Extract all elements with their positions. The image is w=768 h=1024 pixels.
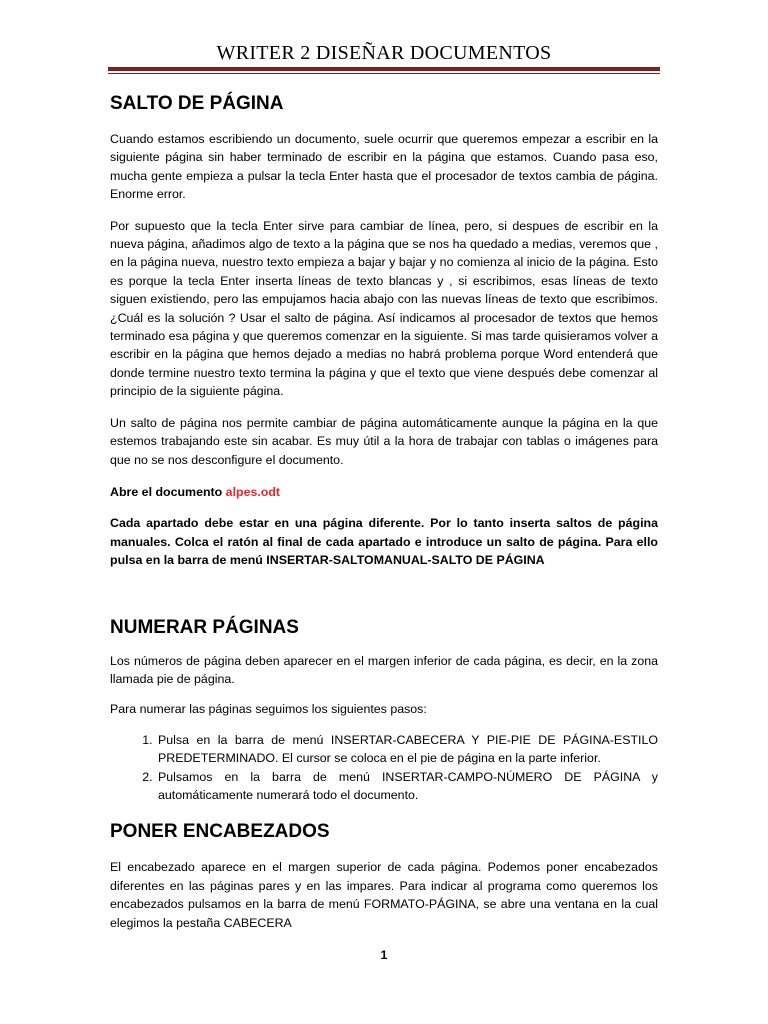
document-body <box>110 90 658 932</box>
numerar-paragraph-2 <box>110 700 658 718</box>
numerar-step-2: 2. Pulsamos en la barra de menú INSERTAR-CAMPO-NÚMERO DE PÁGINA y automáticamente numerará todo el documento. <box>156 768 658 805</box>
salto-paragraph-3 <box>110 414 658 469</box>
salto-p4-text: Cada apartado debe estar en una página diferente. Por lo tanto inserta saltos de página manuales. Colca el ratón al final de cada apartado e introduce un salto de página. Para ello pulsa en la barra de menú INSERTAR-SALTOMANUAL-SALTO DE PÁGINA <box>110 516 658 568</box>
numerar-p1-text: Los números de página deben aparecer en el margen inferior de cada página, es decir, en la zona llamada pie de página. <box>110 653 658 686</box>
numerar-paragraph-1 <box>110 652 658 689</box>
salto-paragraph-1 <box>110 130 658 204</box>
salto-p3-text: Un salto de página nos permite cambiar de página automáticamente aunque la página en la que estemos trabajando este sin acabar. Es muy útil a la hora de trabajar con tablas o imágenes para que no se nos desconfigure el documento. <box>110 415 658 467</box>
numerar-steps-list <box>110 731 658 805</box>
salto-p1-text: Cuando estamos escribiendo un documento, suele ocurrir que queremos empezar a escribir en la siguiente página sin haber terminado de escribir en la página que estamos. Cuando pasa eso, mucha gente empieza a pulsar la tecla Enter hasta que el procesador de textos cambia de página. Enorme error. <box>110 132 658 202</box>
heading-salto-de-pagina: SALTO DE PÁGINA <box>110 93 284 114</box>
page-number: 1 <box>380 948 388 962</box>
salto-paragraph-2 <box>110 217 658 401</box>
document-title: WRITER 2 DISEÑAR DOCUMENTOS <box>216 42 552 64</box>
header-rule-thick <box>108 67 660 71</box>
encabezados-paragraph-1 <box>110 858 658 932</box>
numerar-step-1: 1. Pulsa en la barra de menú INSERTAR-CABECERA Y PIE-PIE DE PÁGINA-ESTILO PREDETERMINADO. El cursor se coloca en el pie de página en la parte inferior. <box>156 731 658 768</box>
numerar-p2-text: Para numerar las páginas seguimos los siguientes pasos: <box>110 702 427 717</box>
encabezados-p1-text: El encabezado aparece en el margen superior de cada página. Podemos poner encabezados diferentes en las páginas pares y en las impares. Para indicar al programa como queremos los encabezados pulsamos en la barra de menú FORMATO-PÁGINA, se abre una ventana en la cual elegimos la pestaña CABECERA <box>110 860 658 930</box>
salto-paragraph-4 <box>110 514 658 569</box>
heading-numerar-paginas: NUMERAR PÁGINAS <box>110 616 299 638</box>
heading-poner-encabezados: PONER ENCABEZADOS <box>110 821 330 843</box>
salto-p2-text: Por supuesto que la tecla Enter sirve para cambiar de línea, pero, si despues de escribir en la nueva página, añadimos algo de texto a la página que se nos ha quedado a medias, veremos que , en la página nueva, nuestro texto empieza a bajar y bajar y no comienza al inicio de la página. Esto es porque la tecla Enter inserta líneas de texto blancas y , si escribimos, esas líneas de texto siguen existiendo, pero las empujamos hacia abajo con las nuevas líneas de texto que escribimos. ¿Cuál es la solución ? Usar el salto de página. Así indicamos al procesador de textos que hemos terminado esa página y que queremos comenzar en la siguiente. Si mas tarde quisieramos volver a escribir en la página que hemos dejado a medias no habrá problema porque Word entenderá que donde termine nuestro texto termina la página y que el texto que viene después debe comenzar al principio de la siguiente página. <box>110 218 658 399</box>
abre-documento-line <box>110 483 658 501</box>
alpes-file-link[interactable]: alpes.odt <box>225 484 281 499</box>
header-rule-thin <box>108 73 660 74</box>
abre-prefix: Abre el documento <box>110 484 226 499</box>
